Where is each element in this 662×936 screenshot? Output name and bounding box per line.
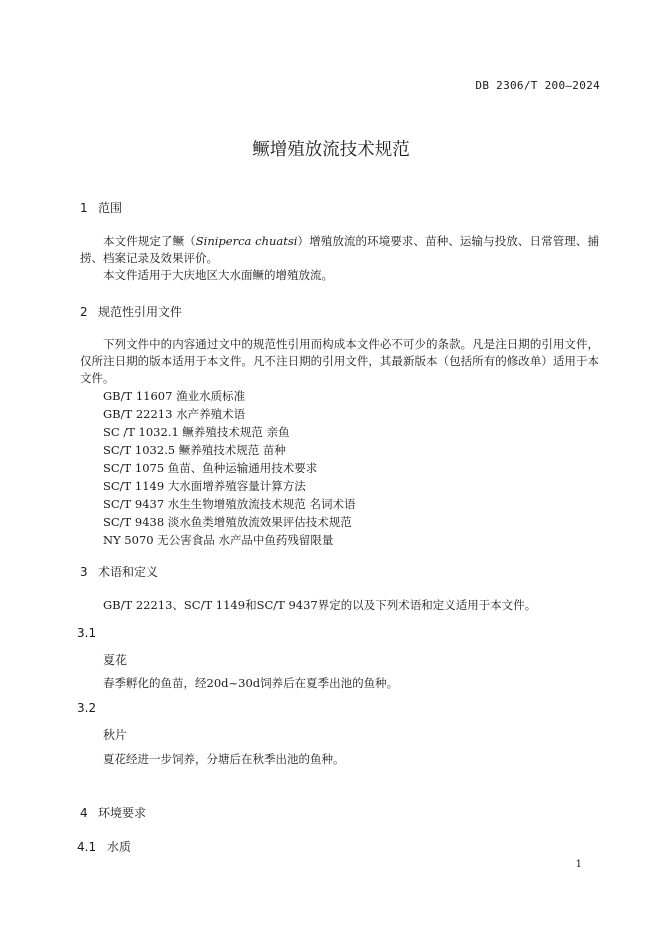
text-run: ）增殖放流的环境要求、苗种、运输与投放、日常管理、捕捞、档案记录及效果评价。 [80,234,599,265]
term-3-1: 夏花 [103,653,128,667]
term-3-1-number: 3.1 [77,626,97,640]
subsection-4-1-heading [77,838,131,855]
document-code: DB 2306/T 200—2024 [475,79,600,92]
latin-name: Siniperca chuatsi [195,234,298,248]
section-2-heading [80,303,182,320]
term-3-2: 秋片 [103,728,128,742]
document-title: 鳜增殖放流技术规范 [252,140,410,160]
normative-references-list [103,387,355,549]
term-3-1-definition: 春季孵化的鱼苗，经20d~30d饲养后在夏季出池的鱼种。 [103,676,399,690]
section-1-paragraph-1 [80,233,599,267]
term-3-2-definition: 夏花经进一步饲养，分塘后在秋季出池的鱼种。 [103,752,345,766]
section-1-heading [80,199,122,216]
subsection-number: 4.1 [77,840,97,854]
section-number: 4 [80,806,88,820]
section-title: 环境要求 [98,806,147,820]
text-run: 本文件规定了鳜（ [103,234,196,248]
reference-item: SC/T 1149 大水面增养殖容量计算方法 [103,479,306,493]
reference-item: NY 5070 无公害食品 水产品中鱼药残留限量 [103,533,334,547]
term-3-2-number: 3.2 [77,701,97,715]
section-2-paragraph: 下列文件中的内容通过文中的规范性引用而构成本文件必不可少的条款。凡是注日期的引用文件，仅所注日期的版本适用于本文件。凡不注日期的引用文件，其最新版本（包括所有的修改单）适用于本文件。 [80,337,599,385]
section-1-paragraph-2: 本文件适用于大庆地区大水面鳜的增殖放流。 [103,268,333,282]
reference-item: SC/T 9437 水生生物增殖放流技术规范 名词术语 [103,497,356,511]
section-title: 规范性引用文件 [98,305,183,319]
section-title: 范围 [98,201,123,215]
reference-item: SC /T 1032.1 鳜养殖技术规范 亲鱼 [103,425,290,439]
reference-item: SC/T 1075 鱼苗、鱼种运输通用技术要求 [103,461,318,475]
subsection-title: 水质 [107,840,132,854]
section-number: 1 [80,201,88,215]
reference-item: SC/T 9438 淡水鱼类增殖放流效果评估技术规范 [103,515,352,529]
section-title: 术语和定义 [98,565,159,579]
page-number: 1 [575,859,582,870]
section-4-heading [80,804,146,821]
reference-item: GB/T 11607 渔业水质标准 [103,389,246,403]
reference-item: SC/T 1032.5 鳜养殖技术规范 苗种 [103,443,286,457]
section-3-heading [80,563,158,580]
section-3-intro: GB/T 22213、SC/T 1149和SC/T 9437界定的以及下列术语和定义适用于本文件。 [103,598,537,612]
section-number: 2 [80,305,88,319]
section-number: 3 [80,565,88,579]
reference-item: GB/T 22213 水产养殖术语 [103,407,246,421]
